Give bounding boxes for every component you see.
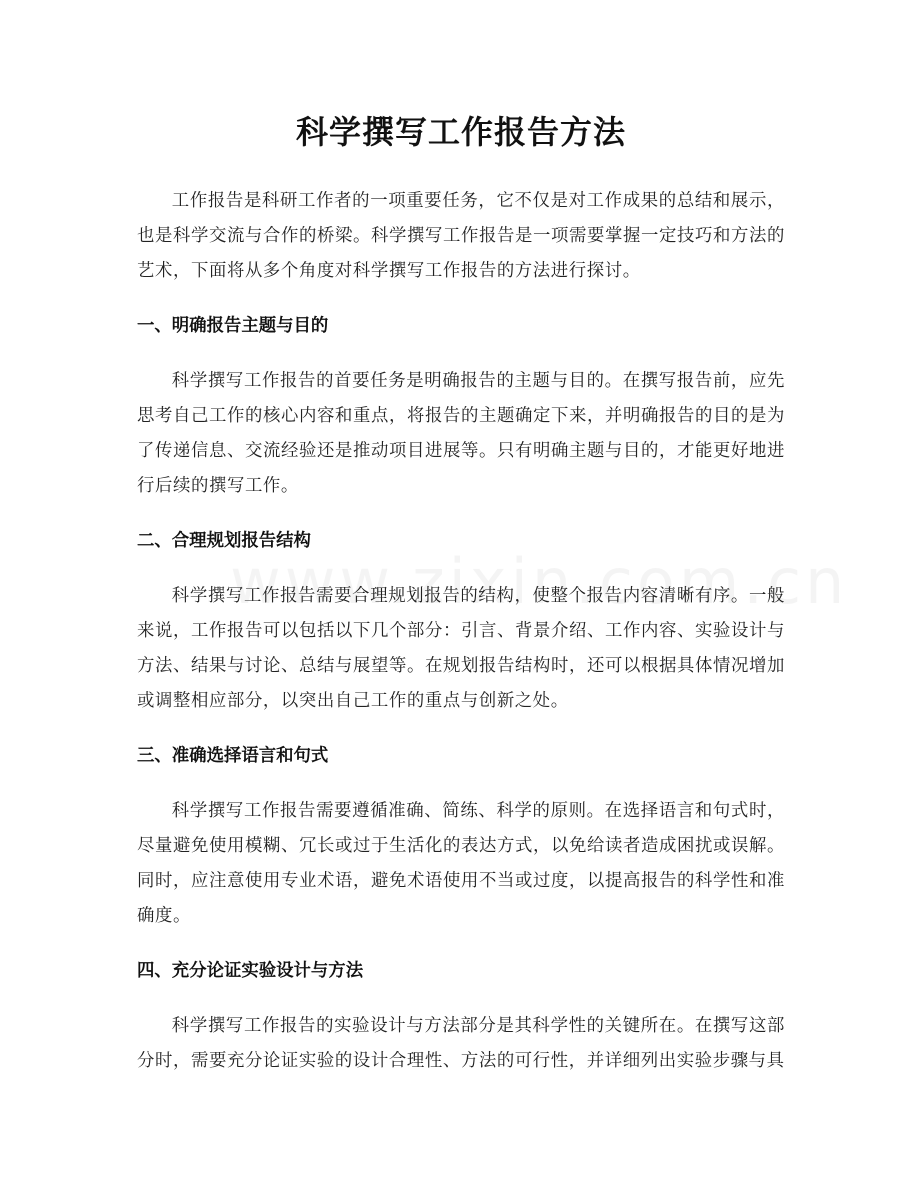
section-heading: 二、合理规划报告结构 bbox=[137, 531, 311, 551]
document-page bbox=[137, 108, 785, 1079]
section-paragraph: 科学撰写工作报告的首要任务是明确报告的主题与目的。在撰写报告前，应先思考自己工作的核心内容和重点，将报告的主题确定下来，并明确报告的目的是为了传递信息、交流经验还是推动项目进展等。只有明确主题与目的，才能更好地进行后续的撰写工作。 bbox=[137, 371, 785, 496]
section-paragraph: 科学撰写工作报告需要遵循准确、简练、科学的原则。在选择语言和句式时，尽量避免使用模糊、冗长或过于生活化的表达方式，以免给读者造成困扰或误解。同时，应注意使用专业术语，避免术语使用不当或过度，以提高报告的科学性和准确度。 bbox=[137, 801, 785, 926]
section-paragraph: 科学撰写工作报告的实验设计与方法部分是其科学性的关键所在。在撰写这部分时，需要充分论证实验的设计合理性、方法的可行性，并详细列出实验步骤与具 bbox=[137, 1016, 785, 1071]
section-2 bbox=[137, 524, 785, 719]
section-paragraph: 科学撰写工作报告需要合理规划报告的结构，使整个报告内容清晰有序。一般来说，工作报告可以包括以下几个部分：引言、背景介绍、工作内容、实验设计与方法、结果与讨论、总结与展望等。在规划报告结构时，还可以根据具体情况增加或调整相应部分，以突出自己工作的重点与创新之处。 bbox=[137, 586, 785, 711]
section-1 bbox=[137, 309, 785, 504]
section-heading: 一、明确报告主题与目的 bbox=[137, 316, 329, 336]
section-heading: 四、充分论证实验设计与方法 bbox=[137, 961, 364, 981]
section-4 bbox=[137, 954, 785, 1079]
intro-paragraph: 工作报告是科研工作者的一项重要任务，它不仅是对工作成果的总结和展示，也是科学交流与合作的桥梁。科学撰写工作报告是一项需要掌握一定技巧和方法的艺术，下面将从多个角度对科学撰写工作报告的方法进行探讨。 bbox=[137, 191, 785, 281]
section-heading: 三、准确选择语言和句式 bbox=[137, 746, 329, 766]
section-3 bbox=[137, 739, 785, 934]
document-title: 科学撰写工作报告方法 bbox=[295, 113, 626, 151]
